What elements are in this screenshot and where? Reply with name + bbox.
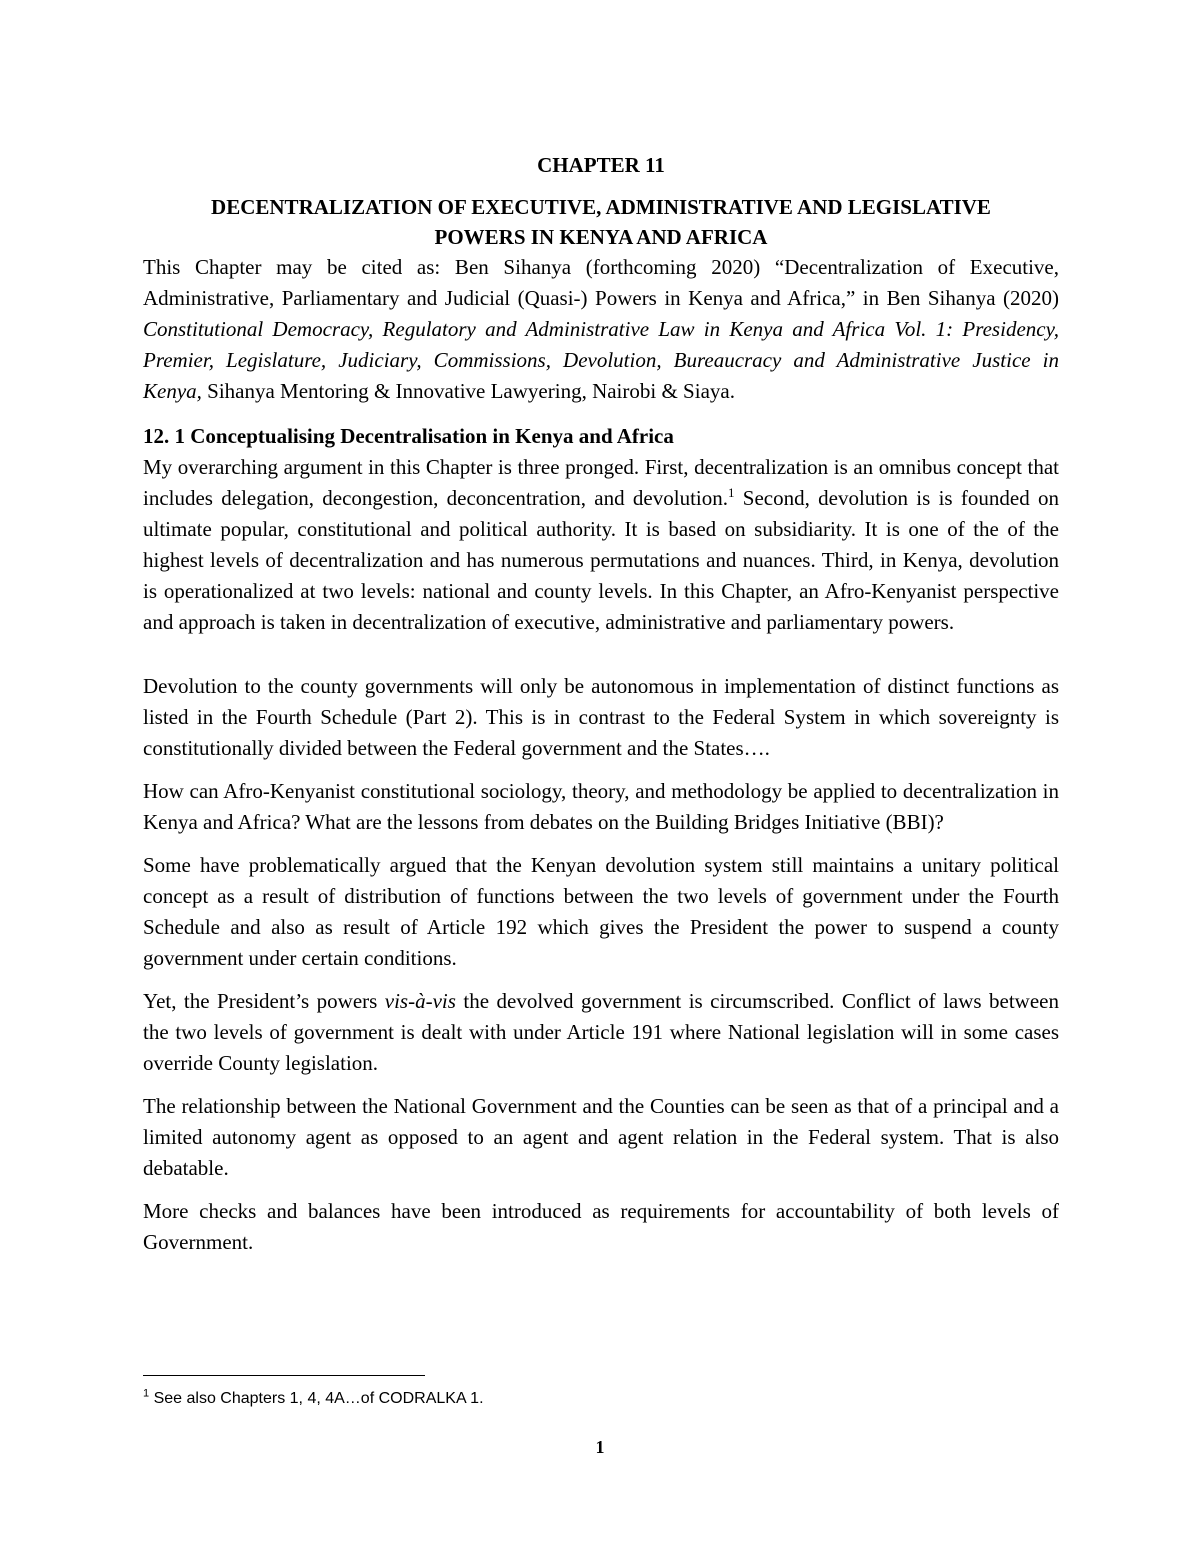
chapter-title [143,192,1059,252]
paragraph-5-text-b: the devolved government is circumscribed. Conflict of laws between the two levels of government is dealt with under Article 191 where National legislation will in some cases override County legislation. [143,989,1059,1075]
paragraph-6: The relationship between the National Government and the Counties can be seen as that of a principal and a limited autonomy agent as opposed to an agent and agent relation in the Federal system. That is also debatable. [143,1094,1059,1180]
paragraph-5-italic: vis-à-vis [384,989,456,1013]
footnote-text: See also Chapters 1, 4, 4A…of CODRALKA 1. [149,1390,484,1407]
section-heading: 12. 1 Conceptualising Decentralisation in Kenya and Africa [143,424,674,448]
chapter-label: CHAPTER 11 [537,153,665,177]
paragraph-1-text-b: Second, devolution is is founded on ultimate popular, constitutional and political authority. It is based on subsidiarity. It is one of the of the highest levels of decentralization and has numerous permutations and nuances. Third, in Kenya, devolution is operationalized at two levels: national and county levels. In this Chapter, an Afro-Kenyanist perspective and approach is taken in decentralization of executive, administrative and parliamentary powers. [143,486,1059,634]
footnote-reference: 1 [727,485,735,500]
paragraph-2: Devolution to the county governments will only be autonomous in implementation of distinct functions as listed in the Fourth Schedule (Part 2). This is in contrast to the Federal System in which sovereignty is constitutionally divided between the Federal government and the States…. [143,674,1059,760]
page-content [143,150,1059,1258]
paragraph-5-text-a: Yet, the President’s powers [143,989,385,1013]
paragraph-7: More checks and balances have been introduced as requirements for accountability of both levels of Government. [143,1199,1059,1254]
chapter-title-line-2: POWERS IN KENYA AND AFRICA [434,225,768,249]
paragraph-5 [143,986,1059,1079]
footnote [143,1388,484,1410]
footnote-separator [143,1375,425,1376]
paragraph-1 [143,452,1059,638]
citation-text-1: This Chapter may be cited as: Ben Sihanya (forthcoming 2020) “Decentralization of Executive, Administrative, Parliamentary and Judicial (Quasi-) Powers in Kenya and Africa,” in Ben Sihanya (2020) [143,255,1059,310]
citation-paragraph [143,252,1059,407]
footnote-number: 1 [143,1387,150,1400]
paragraph-4: Some have problematically argued that the Kenyan devolution system still maintains a unitary political concept as a result of distribution of functions between the two levels of government under the Fourth Schedule and also as result of Article 192 which gives the President the power to suspend a county government under certain conditions. [143,853,1059,970]
page-number: 1 [595,1437,605,1457]
citation-book-title: Constitutional Democracy, Regulatory and Administrative Law in Kenya and Africa Vol. 1: Presidency, Premier, Legislature, Judiciary, Commissions, Devolution, Bureaucracy and Administrative Justice in Kenya, [143,317,1059,403]
citation-text-2: Sihanya Mentoring & Innovative Lawyering, Nairobi & Siaya. [201,379,735,403]
chapter-title-line-1: DECENTRALIZATION OF EXECUTIVE, ADMINISTRATIVE AND LEGISLATIVE [211,195,991,219]
paragraph-1-text-a: My overarching argument in this Chapter is three pronged. First, decentralization is an omnibus concept that includes delegation, decongestion, deconcentration, and devolution. [143,455,1059,510]
paragraph-3: How can Afro-Kenyanist constitutional sociology, theory, and methodology be applied to decentralization in Kenya and Africa? What are the lessons from debates on the Building Bridges Initiative (BBI)? [143,779,1059,834]
